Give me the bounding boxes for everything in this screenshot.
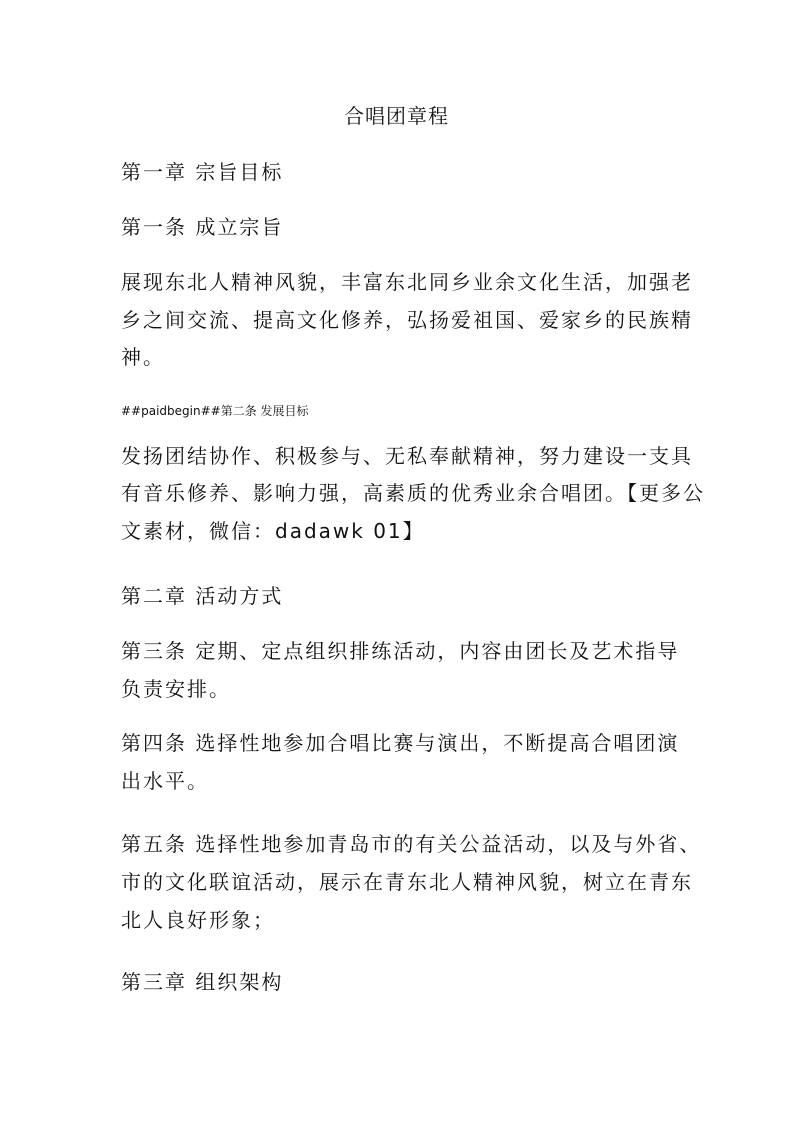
article-2-heading: ##paidbegin##第二条 发展目标 [121, 404, 309, 418]
chapter-1-heading: 第一章 宗旨目标 [121, 160, 284, 184]
article-5-text-line-2: 市的文化联谊活动，展示在青东北人精神风貌，树立在青东 [121, 870, 693, 894]
article-2-text-line-3: 文素材，微信：dadawk 01】 [121, 519, 425, 543]
article-3-text-line-2: 负责安排。 [121, 677, 231, 701]
article-1-text-line-3: 神。 [121, 345, 165, 369]
article-1-text-line-2: 乡之间交流、提高文化修养，弘扬爱祖国、爱家乡的民族精 [121, 308, 693, 332]
article-5-text-line-3: 北人良好形象； [121, 908, 275, 932]
article-4-text-line-2: 出水平。 [121, 769, 209, 793]
article-1-text-line-1: 展现东北人精神风貌，丰富东北同乡业余文化生活，加强老 [121, 270, 693, 294]
article-2-text-line-1: 发扬团结协作、积极参与、无私奉献精神，努力建设一支具 [121, 444, 693, 468]
article-3-text-line-1: 第三条 定期、定点组织排练活动，内容由团长及艺术指导 [121, 639, 680, 663]
document-title: 合唱团章程 [344, 104, 449, 128]
article-2-text-line-2: 有音乐修养、影响力强，高素质的优秀业余合唱团。【更多公 [121, 481, 705, 505]
article-4-text-line-1: 第四条 选择性地参加合唱比赛与演出，不断提高合唱团演 [121, 731, 680, 755]
chapter-2-heading: 第二章 活动方式 [121, 584, 284, 608]
article-5-text-line-1: 第五条 选择性地参加青岛市的有关公益活动，以及与外省、 [121, 832, 702, 856]
chapter-3-heading: 第三章 组织架构 [121, 970, 284, 994]
article-1-heading: 第一条 成立宗旨 [121, 215, 284, 239]
